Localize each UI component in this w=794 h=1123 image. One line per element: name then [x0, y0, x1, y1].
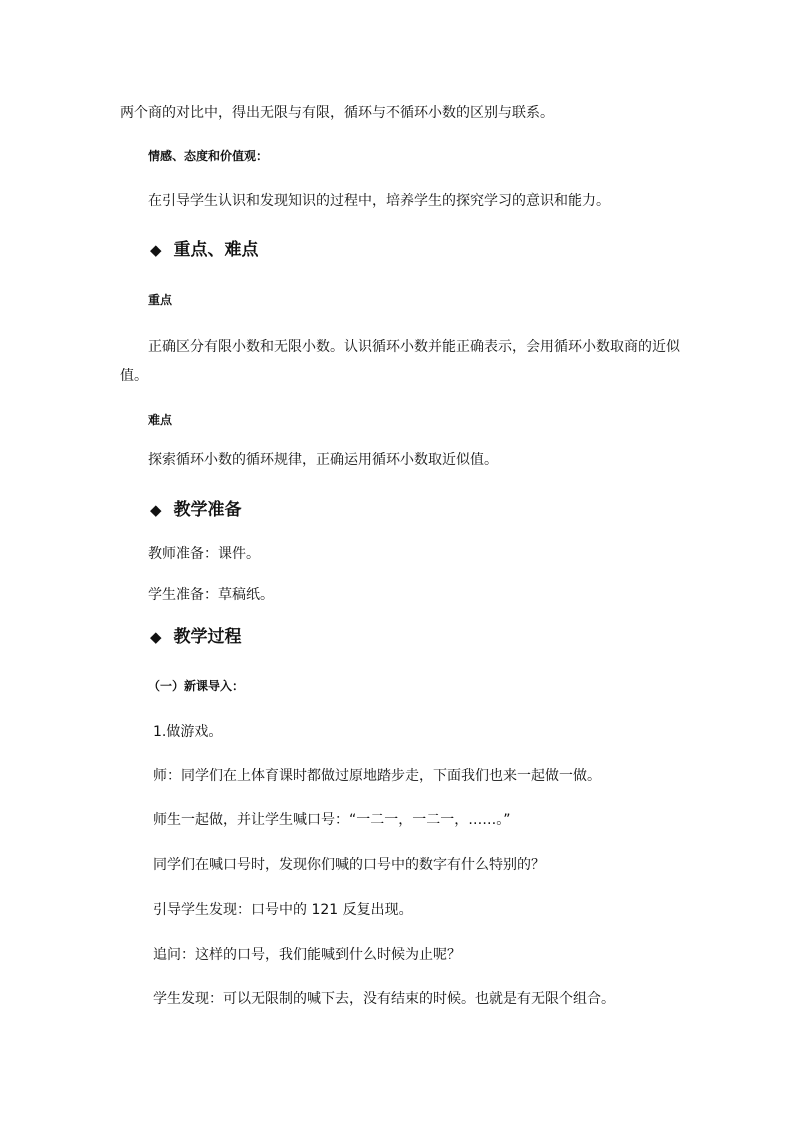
- paragraph-teacher-prep: 教师准备：课件。: [148, 546, 260, 562]
- section-heading-keypoints: [150, 238, 259, 262]
- paragraph-key-line2: 值。: [120, 368, 148, 384]
- paragraph-teacher-say: 师：同学们在上体育课时都做过原地踏步走，下面我们也来一起做一做。: [153, 768, 601, 784]
- paragraph-discover: 学生发现：可以无限制的喊下去，没有结束的时候。也就是有无限个组合。: [153, 991, 615, 1007]
- section-heading-process-label: 教学过程: [173, 627, 242, 647]
- section-heading-prep: [150, 498, 242, 522]
- paragraph-together: 师生一起做，并让学生喊口号：“一二一，一二一，……。”: [153, 812, 511, 828]
- section-heading-process: [150, 625, 242, 649]
- subheading-difficult: 难点: [148, 413, 173, 427]
- paragraph-game: 1.做游戏。: [153, 724, 223, 740]
- diamond-bullet-icon: ◆: [150, 241, 162, 259]
- section-heading-prep-label: 教学准备: [173, 500, 242, 520]
- paragraph-ask: 追问：这样的口号，我们能喊到什么时候为止呢？: [153, 947, 461, 963]
- diamond-bullet-icon: ◆: [150, 628, 162, 646]
- diamond-bullet-icon: ◆: [150, 501, 162, 519]
- paragraph-guide: 引导学生发现：口号中的 121 反复出现。: [153, 902, 413, 918]
- subheading-intro: （一）新课导入：: [148, 679, 245, 693]
- paragraph-question: 同学们在喊口号时，发现你们喊的口号中的数字有什么特别的？: [153, 857, 545, 873]
- subheading-key: 重点: [148, 293, 173, 307]
- subheading-emotion: 情感、态度和价值观：: [148, 149, 269, 163]
- paragraph-difficult: 探索循环小数的循环规律，正确运用循环小数取近似值。: [148, 452, 498, 468]
- paragraph-key-line1: 正确区分有限小数和无限小数。认识循环小数并能正确表示，会用循环小数取商的近似: [148, 339, 680, 355]
- section-heading-keypoints-label: 重点、难点: [173, 240, 259, 260]
- paragraph-comparison: 两个商的对比中，得出无限与有限，循环与不循环小数的区别与联系。: [120, 105, 554, 121]
- paragraph-student-prep: 学生准备：草稿纸。: [148, 587, 274, 603]
- paragraph-emotion: 在引导学生认识和发现知识的过程中，培养学生的探究学习的意识和能力。: [148, 193, 610, 209]
